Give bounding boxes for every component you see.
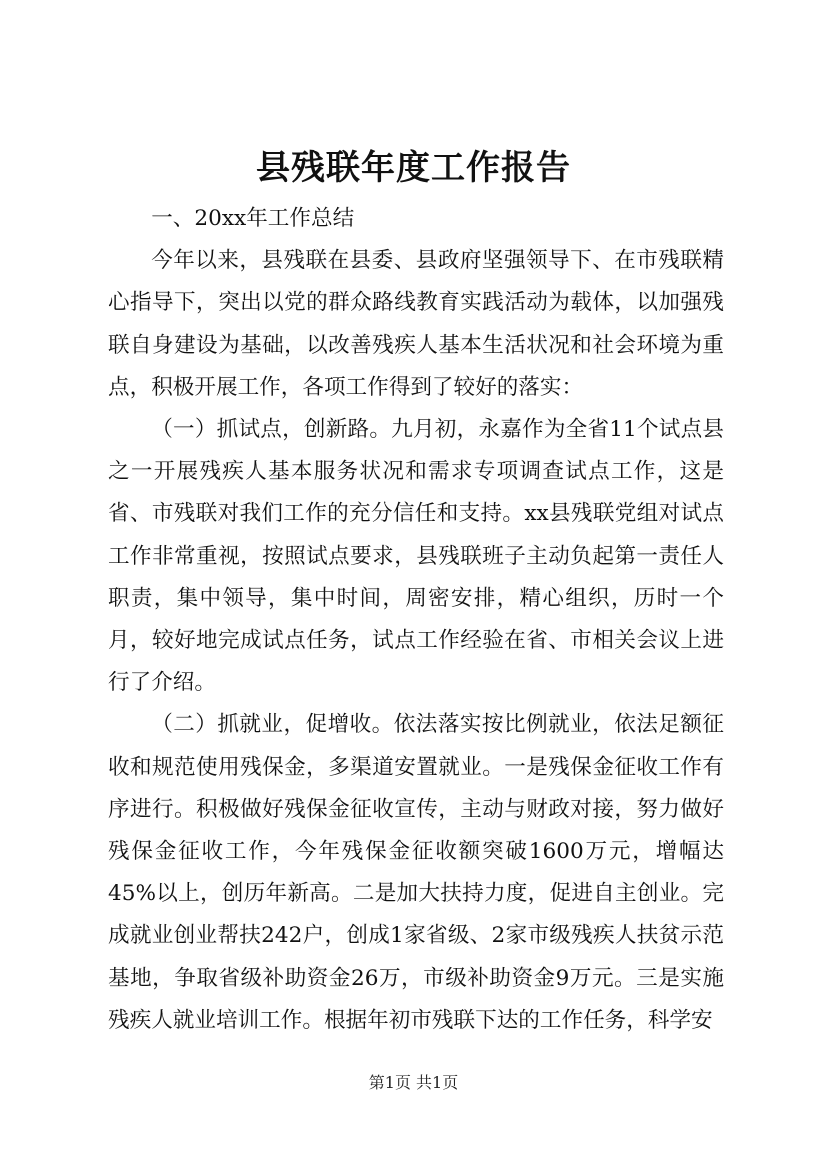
paragraph-intro: 今年以来，县残联在县委、县政府坚强领导下、在市残联精心指导下，突出以党的群众路线教育实践活动为载体，以加强残联自身建设为基础，以改善残疾人基本生活状况和社会环境为重点，积极开展工作，各项工作得到了较好的落实： — [108, 248, 724, 400]
paragraph-employment: （二）抓就业，促增收。依法落实按比例就业，依法足额征收和规范使用残保金，多渠道安置就业。一是残保金征收工作有序进行。积极做好残保金征收宣传，主动与财政对接，努力做好残保金征收工作，今年残保金征收额突破1600万元，增幅达45%以上，创历年新高。二是加大扶持力度，促进自主创业。完成就业创业帮扶242户，创成1家省级、2家市级残疾人扶贫示范基地，争取省级补助资金26万，市级补助资金9万元。三是实施残疾人就业培训工作。根据年初市残联下达的工作任务，科学安 — [108, 712, 724, 1033]
document-title: 县残联年度工作报告 — [256, 148, 571, 188]
page-footer: 第1页 共1页 — [368, 1073, 459, 1092]
section-heading: 一、20xx年工作总结 — [151, 206, 355, 231]
document-body — [108, 198, 724, 1042]
paragraph-pilot: （一）抓试点，创新路。九月初，永嘉作为全省11个试点县之一开展残疾人基本服务状况和需求专项调查试点工作，这是省、市残联对我们工作的充分信任和支持。xx县残联党组对试点工作非常重视，按照试点要求，县残联班子主动负起第一责任人职责，集中领导，集中时间，周密安排，精心组织，历时一个月，较好地完成试点任务，试点工作经验在省、市相关会议上进行了介绍。 — [108, 417, 724, 696]
